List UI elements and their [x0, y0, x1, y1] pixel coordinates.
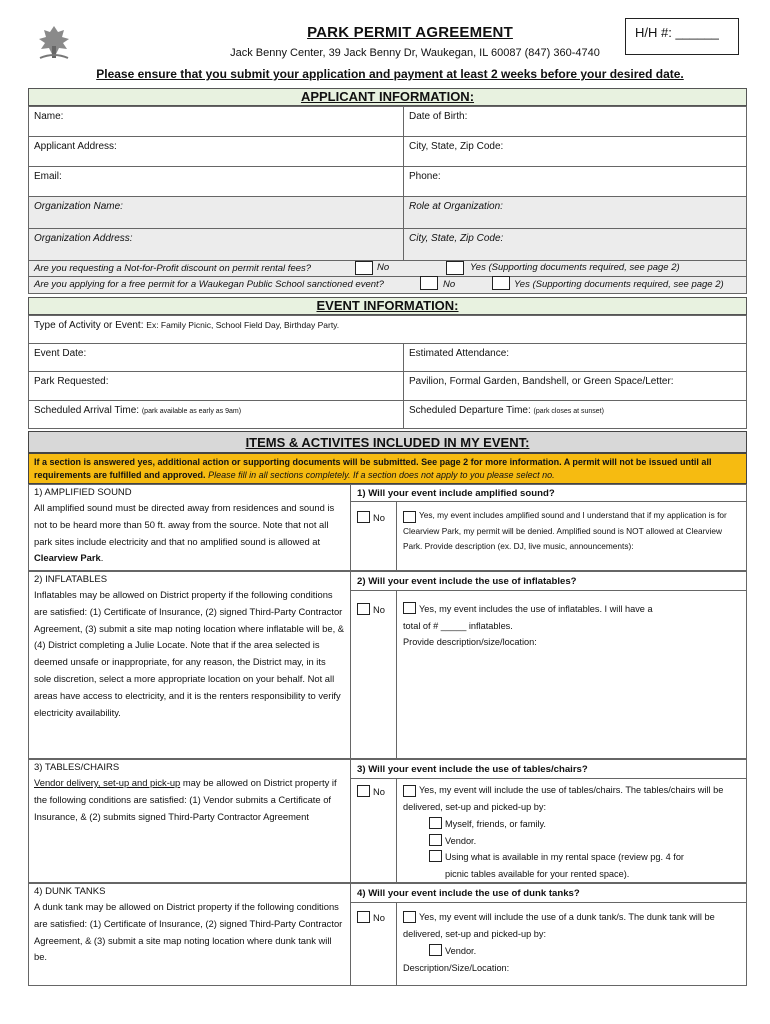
tables-no-checkbox[interactable] — [357, 785, 370, 797]
amplified-sound-question: 1) Will your event include amplified sound? — [350, 484, 747, 502]
city-state-zip-field[interactable]: City, State, Zip Code: — [403, 136, 747, 167]
inflatables-answer: No Yes, my event includes the use of inflatables. I will have a total of # _____ inflatables. Provide description/size/location: — [350, 590, 747, 759]
tables-yes-label: Yes, my event will include the use of tables/chairs. The tables/chairs will be delivered, set-up and picked-up by: — [403, 785, 724, 812]
arrival-time-field[interactable]: Scheduled Arrival Time: (park available as early as 9am) — [28, 400, 404, 429]
organization-city-field[interactable]: City, State, Zip Code: — [403, 228, 747, 261]
free-permit-question-row: Are you applying for a free permit for a Waukegan Public School sanctioned event? — [28, 276, 747, 294]
tables-chairs-answer: No Yes, my event will include the use of tables/chairs. The tables/chairs will be delivered, set-up and picked-up by: Myself, friends, or family. Vendor. Using what is available in my rental space (review pg. 4 for picnic tables available for your rented space). — [350, 778, 747, 883]
amplified-yes-label: Yes, my event includes amplified sound and I understand that if my application is for Clearview Park, my permit will be denied. Amplified sound is NOT allowed at Clearview Park. Provide description (ex. DJ, live music, announcements): — [403, 510, 727, 551]
dunk-yes-label: Yes, my event will include the use of a dunk tank/s. The dunk tank will be delivered, set-up and picked-up by: — [403, 912, 715, 939]
tables-option-self-checkbox[interactable] — [429, 817, 442, 829]
departure-time-field[interactable]: Scheduled Departure Time: (park closes at sunset) — [403, 400, 747, 429]
tables-chairs-info: 3) TABLES/CHAIRS Vendor delivery, set-up and pick-up may be allowed on District property if the following conditions are satisfied: (1) Vendor submits a Certificate of Insurance, & (2) submits signed Third-Party Contractor Agreement — [28, 759, 351, 883]
dunk-no-checkbox[interactable] — [357, 911, 370, 923]
free-permit-yes-checkbox[interactable] — [492, 276, 510, 290]
nfp-no-checkbox[interactable] — [355, 261, 373, 275]
amplified-sound-answer: No Yes, my event includes amplified sound and I understand that if my application is for Clearview Park, my permit will be denied. Amplified sound is NOT allowed at Clearview Park. Provide description (ex. DJ, live music, announcements): — [350, 501, 747, 571]
free-permit-yes-label: Yes (Supporting documents required, see page 2) — [514, 279, 724, 290]
inflatables-no-checkbox[interactable] — [357, 603, 370, 615]
role-at-organization-field[interactable]: Role at Organization: — [403, 196, 747, 229]
dob-field[interactable]: Date of Birth: — [403, 106, 747, 137]
free-permit-no-label: No — [443, 279, 456, 290]
estimated-attendance-field[interactable]: Estimated Attendance: — [403, 343, 747, 372]
applicant-address-field[interactable]: Applicant Address: — [28, 136, 404, 167]
inflatables-question: 2) Will your event include the use of inflatables? — [350, 571, 747, 591]
amplified-sound-info: 1) AMPLIFIED SOUND All amplified sound must be directed away from residences and sound is not to be heard more than 50 ft. away from the source. Note that not all park sites include electricity and that no amplified sound is allowed at Clearview Park. — [28, 484, 351, 571]
email-field[interactable]: Email: — [28, 166, 404, 197]
nfp-question-row: Are you requesting a Not-for-Profit discount on permit rental fees? — [28, 260, 747, 277]
dunk-tanks-question: 4) Will your event include the use of dunk tanks? — [350, 883, 747, 903]
submission-notice: Please ensure that you submit your application and payment at least 2 weeks before your desired date. — [96, 67, 684, 81]
items-activities-heading: ITEMS & ACTIVITES INCLUDED IN MY EVENT: — [28, 431, 747, 453]
dunk-description-label: Description/Size/Location: — [403, 963, 510, 973]
pavilion-field[interactable]: Pavilion, Formal Garden, Bandshell, or Green Space/Letter: — [403, 371, 747, 401]
amplified-no-checkbox[interactable] — [357, 511, 370, 523]
park-requested-field[interactable]: Park Requested: — [28, 371, 404, 401]
nfp-yes-label: Yes (Supporting documents required, see page 2) — [470, 262, 680, 273]
event-date-field[interactable]: Event Date: — [28, 343, 404, 372]
free-permit-no-checkbox[interactable] — [420, 276, 438, 290]
dunk-tanks-answer: No Yes, my event will include the use of a dunk tank/s. The dunk tank will be delivered, set-up and picked-up by: Vendor. Description/Size/Location: — [350, 902, 747, 986]
tables-chairs-question: 3) Will your event include the use of tables/chairs? — [350, 759, 747, 779]
nfp-no-label: No — [377, 262, 390, 273]
organization-name-field[interactable]: Organization Name: — [28, 196, 404, 229]
dunk-option-vendor-checkbox[interactable] — [429, 944, 442, 956]
center-address: Jack Benny Center, 39 Jack Benny Dr, Waukegan, IL 60087 (847) 360-4740 — [230, 47, 600, 59]
tables-option-vendor-checkbox[interactable] — [429, 834, 442, 846]
event-type-field[interactable]: Type of Activity or Event: Ex: Family Picnic, School Field Day, Birthday Party. — [28, 315, 747, 344]
inflatables-info: 2) INFLATABLES Inflatables may be allowed on District property if the following conditions are satisfied: (1) Certificate of Insurance, (2) signed Third-Party Contractor Agreement, (3) submit a site map noting location where inflatable will be, & (4) District completing a Julie Locate. Note that if the area selected is deemed unsafe or inappropriate, for any reason, the District may, in its sole discretion, select a more appropriate location on your behalf. Not all areas have access to electricity, and it is the renters responsibility to verify electricity availability. — [28, 571, 351, 759]
items-warning-banner: If a section is answered yes, additional action or supporting documents will be submitted. See page 2 for more information. A permit will not be issued until all requirements are fulfilled and approved. Please fill in all sections completely. If a section does not apply to you please select no. — [28, 453, 747, 484]
tables-option-rental-checkbox[interactable] — [429, 850, 442, 862]
name-field[interactable]: Name: — [28, 106, 404, 137]
inflatables-yes-checkbox[interactable] — [403, 602, 416, 614]
hh-number-field[interactable]: H/H #: ______ — [625, 18, 739, 55]
organization-address-field[interactable]: Organization Address: — [28, 228, 404, 261]
phone-field[interactable]: Phone: — [403, 166, 747, 197]
applicant-info-heading: APPLICANT INFORMATION: — [28, 88, 747, 106]
dunk-tanks-info: 4) DUNK TANKS A dunk tank may be allowed on District property if the following conditions are satisfied: (1) Certificate of Insurance, (2) signed Third-Party Contractor Agreement, & (3) submit a site map noting location where dunk tank will be. — [28, 883, 351, 986]
event-info-heading: EVENT INFORMATION: — [28, 297, 747, 315]
page-title: PARK PERMIT AGREEMENT — [307, 24, 513, 41]
nfp-yes-checkbox[interactable] — [446, 261, 464, 275]
